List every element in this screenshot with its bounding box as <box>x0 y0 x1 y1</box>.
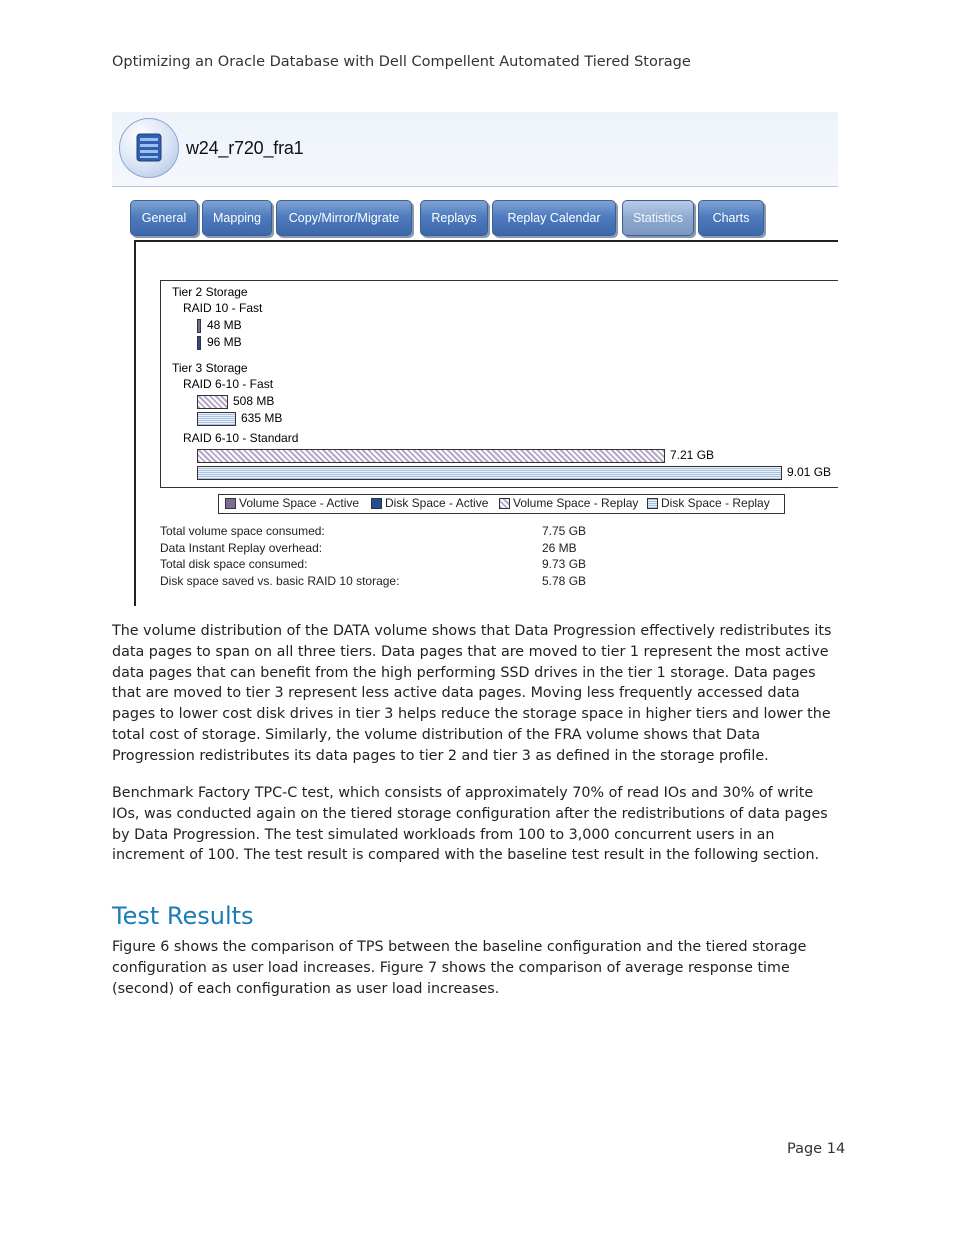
legend-swatch <box>225 498 236 509</box>
tier2-title: Tier 2 Storage <box>172 285 248 299</box>
tab-replays[interactable]: Replays <box>420 200 488 236</box>
bar-tier3-fast-volume-replay <box>197 395 228 409</box>
legend-label: Disk Space - Active <box>385 496 489 510</box>
tier2-value-1: 48 MB <box>207 318 242 332</box>
tier3-value-6: 9.01 GB <box>787 465 832 479</box>
bar-tier2-disk-active <box>197 336 201 350</box>
legend-label: Disk Space - Replay <box>661 496 770 510</box>
bar-tier3-fast-disk-replay <box>197 412 236 426</box>
section-heading: Test Results <box>112 902 254 930</box>
legend-volume-active <box>225 496 359 510</box>
summary-label: Disk space saved vs. basic RAID 10 storage: <box>160 573 400 588</box>
summary-row <box>160 557 640 574</box>
paragraph-volume-distribution: The volume distribution of the DATA volume shows that Data Progression effectively redistributes its data pages to span on all three tiers. Data pages that are moved to tier 1 represent the most active data pages that can benefit from the high performing SSD drives in the tier 1 storage. Data pages that are moved to tier 3 represent less active data pages. Moving less frequently accessed data pages to lower cost disk drives in tier 3 helps reduce the storage space in higher tiers and lower the total cost of storage. Similarly, the volume distribution of the FRA volume shows that Data Progression redistributes its data pages to tier 2 and tier 3 as defined in the storage profile. <box>112 623 832 764</box>
legend-disk-replay <box>647 496 770 510</box>
legend-disk-active <box>371 496 488 510</box>
tier3-raid-fast-label: RAID 6-10 - Fast <box>183 377 274 391</box>
statistics-screenshot <box>112 112 838 606</box>
tier2-value-2: 96 MB <box>207 335 242 349</box>
storage-chart <box>160 280 838 488</box>
volume-icon <box>119 118 179 178</box>
tier3-value-5: 7.21 GB <box>670 448 715 462</box>
chart-legend <box>218 494 785 514</box>
paragraph-test-results: Figure 6 shows the comparison of TPS between the baseline configuration and the tiered storage configuration as user load increases. Figure 7 shows the comparison of average response time (second) of each configuration as user load increases. <box>112 939 807 997</box>
tab-copy-mirror-migrate[interactable]: Copy/Mirror/Migrate <box>276 200 412 236</box>
legend-label: Volume Space - Replay <box>513 496 639 510</box>
legend-volume-replay <box>499 496 638 510</box>
summary-value: 9.73 GB <box>542 557 587 571</box>
bar-tier3-std-volume-replay <box>197 449 665 463</box>
tier3-value-4: 635 MB <box>241 411 283 425</box>
tab-replay-calendar[interactable]: Replay Calendar <box>492 200 616 236</box>
tier2-raid-label: RAID 10 - Fast <box>183 301 263 315</box>
legend-swatch <box>499 498 510 509</box>
summary-label: Data Instant Replay overhead: <box>160 540 323 555</box>
summary-value: 26 MB <box>542 540 577 555</box>
tab-statistics[interactable]: Statistics <box>622 200 694 236</box>
tab-charts[interactable]: Charts <box>698 200 764 236</box>
summary-row <box>160 541 640 558</box>
legend-swatch <box>371 498 382 509</box>
summary-label: Total volume space consumed: <box>160 524 325 538</box>
volume-name: w24_r720_fra1 <box>186 138 304 158</box>
tab-mapping[interactable]: Mapping <box>202 200 272 236</box>
summary-label: Total disk space consumed: <box>160 557 308 571</box>
summary-table <box>160 524 640 590</box>
legend-label: Volume Space - Active <box>239 496 360 510</box>
tier3-raid-standard-label: RAID 6-10 - Standard <box>183 431 299 445</box>
summary-value: 7.75 GB <box>542 524 587 538</box>
bar-tier2-volume-active <box>197 319 201 333</box>
paragraph-benchmark-test: Benchmark Factory TPC-C test, which consists of approximately 70% of read IOs and 30% of write IOs, was conducted again on the tiered storage configuration after the redistributions of data pages by Data Progression. The test simulated workloads from 100 to 3,000 concurrent users in an increment of 100. The test result is compared with the baseline test result in the following section. <box>112 785 828 864</box>
summary-value: 5.78 GB <box>542 573 587 588</box>
legend-swatch <box>647 498 658 509</box>
running-header: Optimizing an Oracle Database with Dell Compellent Automated Tiered Storage <box>112 54 691 70</box>
tab-general[interactable]: General <box>130 200 198 236</box>
summary-row <box>160 574 640 591</box>
volume-header <box>112 112 838 187</box>
page-number: Page 14 <box>787 1141 846 1157</box>
bar-tier3-std-disk-replay <box>197 466 782 480</box>
summary-row <box>160 524 640 541</box>
tier3-value-3: 508 MB <box>233 394 275 408</box>
tier3-title: Tier 3 Storage <box>172 361 248 375</box>
